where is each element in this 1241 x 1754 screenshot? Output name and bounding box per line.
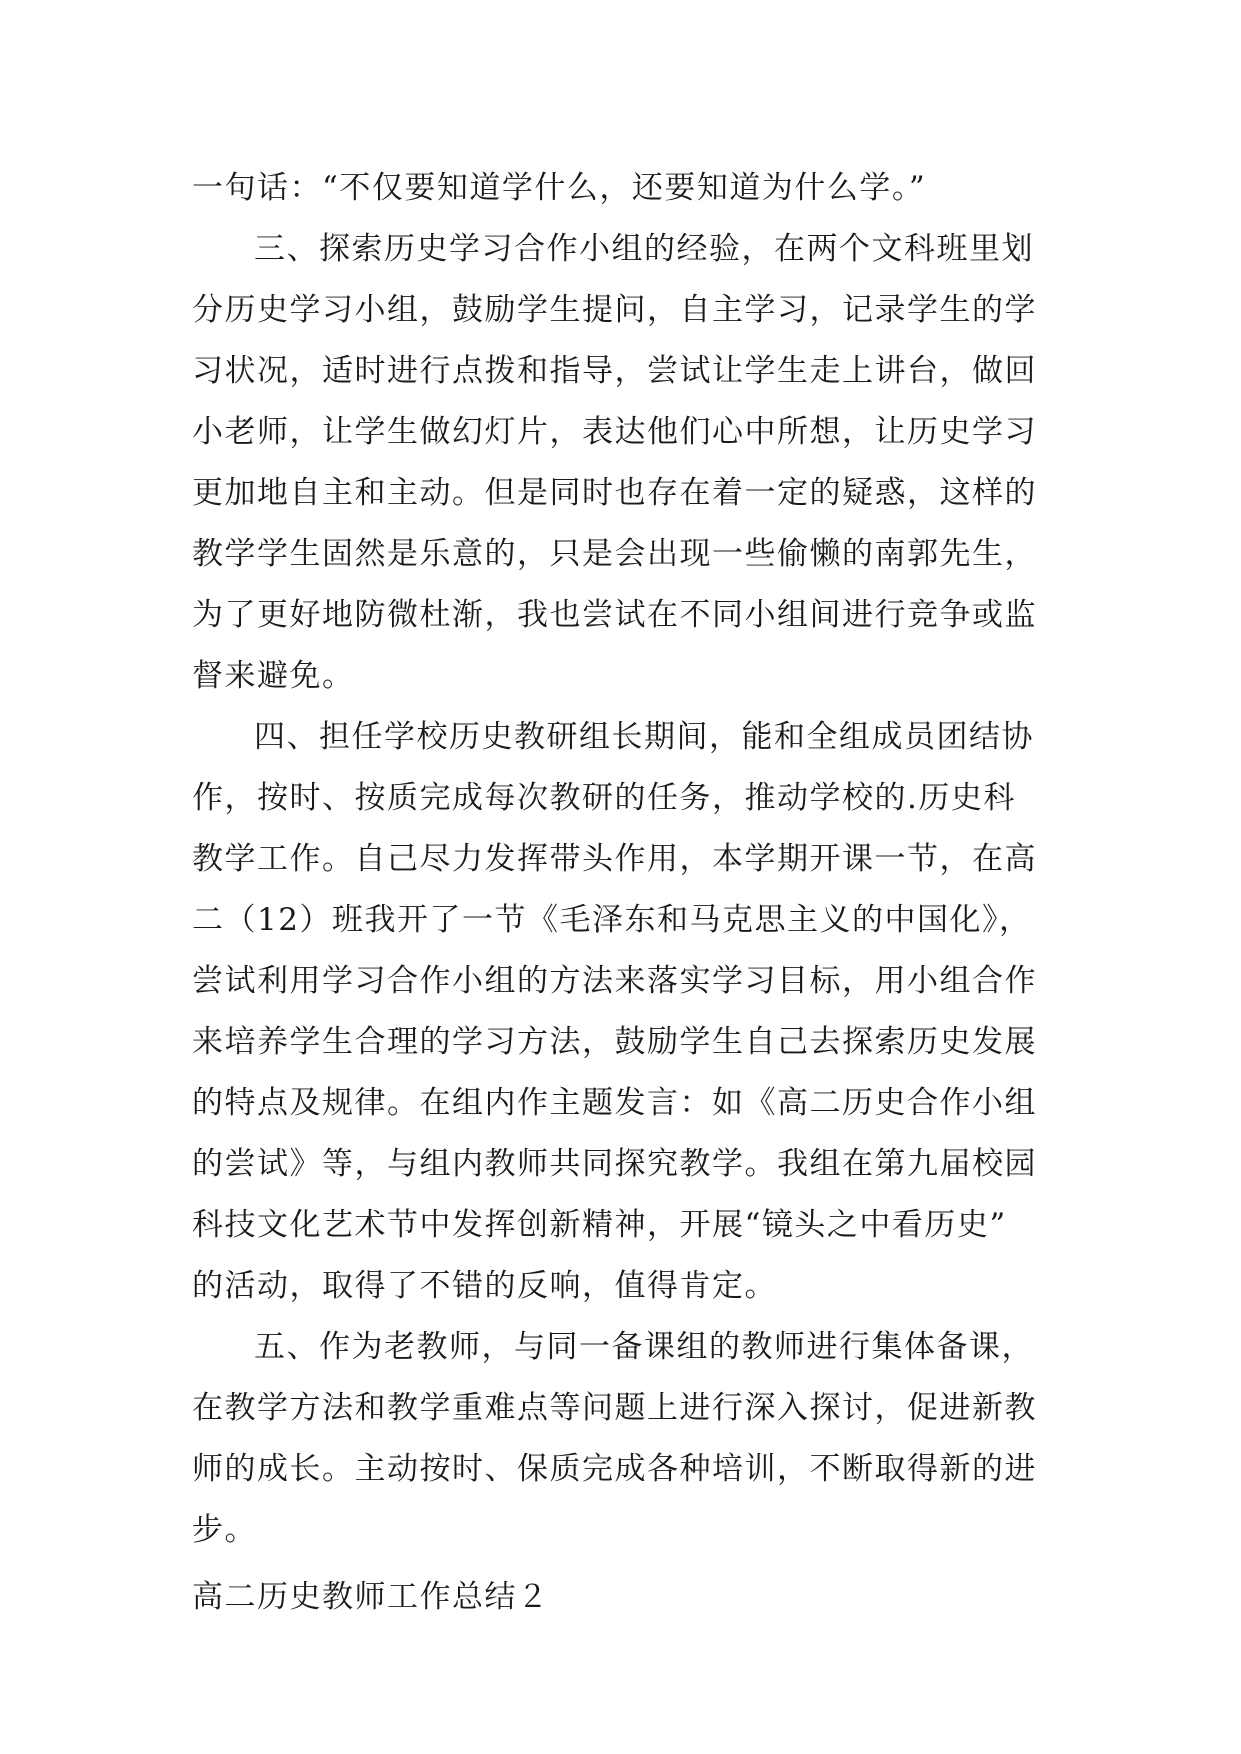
text-line: 一句话：“不仅要知道学什么，还要知道为什么学。” bbox=[192, 170, 927, 206]
section-heading: 高二历史教师工作总结２ bbox=[192, 1579, 550, 1615]
text-line: 二（12）班我开了一节《毛泽东和马克思主义的中国化》， bbox=[192, 902, 1032, 938]
text-line: 在教学方法和教学重难点等问题上进行深入探讨，促进新教 bbox=[192, 1390, 1037, 1426]
text-line: 作，按时、按质完成每次教研的任务，推动学校的.历史科 bbox=[192, 780, 1016, 816]
paragraph-start-line: 三、探索历史学习合作小组的经验，在两个文科班里划 bbox=[254, 231, 1034, 267]
paragraph-start-line: 四、担任学校历史教研组长期间，能和全组成员团结协 bbox=[254, 719, 1034, 755]
text-line: 更加地自主和主动。但是同时也存在着一定的疑惑，这样的 bbox=[192, 475, 1037, 511]
document-body bbox=[192, 158, 1052, 1628]
text-line: 习状况，适时进行点拨和指导，尝试让学生走上讲台，做回 bbox=[192, 353, 1037, 389]
text-line: 师的成长。主动按时、保质完成各种培训，不断取得新的进 bbox=[192, 1451, 1037, 1487]
text-line: 分历史学习小组，鼓励学生提问，自主学习，记录学生的学 bbox=[192, 292, 1037, 328]
text-line: 步。 bbox=[192, 1512, 257, 1548]
text-line: 的尝试》等，与组内教师共同探究教学。我组在第九届校园 bbox=[192, 1146, 1037, 1182]
text-line: 的活动，取得了不错的反响，值得肯定。 bbox=[192, 1268, 777, 1304]
text-line: 小老师，让学生做幻灯片，表达他们心中所想，让历史学习 bbox=[192, 414, 1037, 450]
text-line: 教学学生固然是乐意的，只是会出现一些偷懒的南郭先生， bbox=[192, 536, 1037, 572]
paragraph-start-line: 五、作为老教师，与同一备课组的教师进行集体备课， bbox=[254, 1329, 1034, 1365]
text-line: 科技文化艺术节中发挥创新精神，开展“镜头之中看历史” bbox=[192, 1207, 1007, 1243]
text-line: 督来避免。 bbox=[192, 658, 355, 694]
text-line: 为了更好地防微杜渐，我也尝试在不同小组间进行竞争或监 bbox=[192, 597, 1037, 633]
text-line: 来培养学生合理的学习方法，鼓励学生自己去探索历史发展 bbox=[192, 1024, 1037, 1060]
text-line: 教学工作。自己尽力发挥带头作用，本学期开课一节，在高 bbox=[192, 841, 1037, 877]
text-line: 尝试利用学习合作小组的方法来落实学习目标，用小组合作 bbox=[192, 963, 1037, 999]
text-line: 的特点及规律。在组内作主题发言：如《高二历史合作小组 bbox=[192, 1085, 1037, 1121]
